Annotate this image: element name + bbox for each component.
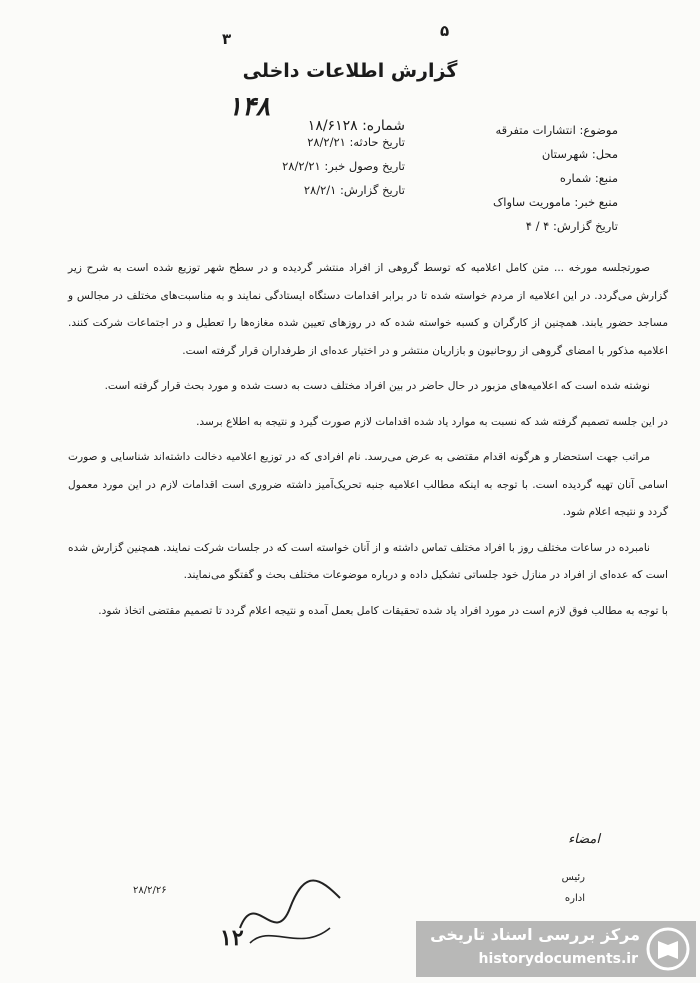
stamp-number: ۱۲ [220, 925, 244, 951]
meta-event-date: تاریخ حادثه: ۲۸/۲/۲۱ [307, 135, 405, 149]
handwritten-number: ۱۴۸ [228, 92, 270, 122]
document-number: شماره: ۱۸/۶۱۲۸ [307, 118, 405, 134]
meta-left-column [215, 130, 405, 202]
report-body [68, 255, 668, 633]
signature-scrawl-icon [230, 868, 350, 958]
meta-reporter: منبع خبر: ماموریت ساواک [493, 195, 618, 209]
corner-mark-right: ۵ [440, 22, 450, 40]
signature-label-1: رئیس [561, 872, 585, 883]
corner-mark-left: ۳ [222, 30, 232, 48]
paragraph-1: صورتجلسه مورخه ... متن کامل اعلامیه که توسط گروهی از افراد منتشر گردیده و در سطح شهر توزیع شده است به شرح زیر گزارش می‌گردد. در این اعلامیه از مردم خواسته شده تا در برابر اقدامات دستگاه ایستادگی نمایند و به مناسبت‌های مختلف در مجالس و مساجد حضور یابند. همچنین از کارگران و کسبه خواسته شده که در روزهای تعیین شده مغازه‌ها را تعطیل و در اجتماعات شرکت کنند. اعلامیه مذکور با امضای گروهی از روحانیون و بازاریان منتشر و در اختیار عده‌ای از طرفداران قرار گرفته است. [68, 262, 668, 357]
watermark-title: مرکز بررسی اسناد تاریخی [430, 925, 640, 944]
paragraph-3: در این جلسه تصمیم گرفته شد که نسبت به موارد یاد شده اقدامات لازم صورت گیرد و نتیجه به اطلاع برسد. [196, 415, 668, 428]
paragraph-4: مراتب جهت استحضار و هرگونه اقدام مقتضی به عرض می‌رسد. نام افرادی که در توزیع اعلامیه دخالت داشته‌اند شناسایی و صورت اسامی آنان تهیه گردیده است. با توجه به اینکه مطالب اعلامیه جنبه تحریک‌آمیز داشته ضروری است اقدامات لازم در این مورد معمول گردد و نتیجه اعلام شود. [68, 451, 668, 518]
handwritten-signature: امضاء [568, 832, 600, 847]
signature-date: ۲۸/۲/۲۶ [133, 885, 167, 896]
signature-label-2: اداره [564, 893, 585, 904]
paragraph-6: با توجه به مطالب فوق لازم است در مورد افراد یاد شده تحقیقات کامل بعمل آمده و نتیجه اعلام گردد تا تصمیم مقتضی اتخاذ شود. [98, 604, 668, 617]
watermark-url[interactable]: historydocuments.ir [478, 951, 638, 967]
paragraph-5: نامبرده در ساعات مختلف روز با افراد مختلف تماس داشته و از آنان خواسته است که در جلسات شرکت نمایند. همچنین گزارش شده است که عده‌ای از افراد در منازل خود جلساتی تشکیل داده و درباره موضوعات مختلف بحث و گفتگو می‌نمایند. [68, 541, 668, 581]
meta-receipt-date: تاریخ وصول خبر: ۲۸/۲/۲۱ [282, 159, 405, 173]
watermark-banner [416, 921, 696, 977]
meta-source: منبع: شماره [559, 171, 618, 185]
meta-location: محل: شهرستان [541, 147, 618, 161]
meta-report-date: تاریخ گزارش: ۴ / ۴ [525, 219, 618, 233]
paragraph-2: نوشته شده است که اعلامیه‌های مزبور در حال حاضر در بین افراد مختلف دست به دست شده و مورد بحث قرار گرفته است. [104, 380, 650, 392]
meta-send-date: تاریخ گزارش: ۲۸/۲/۱ [303, 183, 405, 197]
document-title: گزارش اطلاعات داخلی [242, 60, 458, 82]
archive-logo-icon [646, 927, 690, 971]
meta-subject: موضوع: انتشارات متفرقه [495, 123, 618, 137]
